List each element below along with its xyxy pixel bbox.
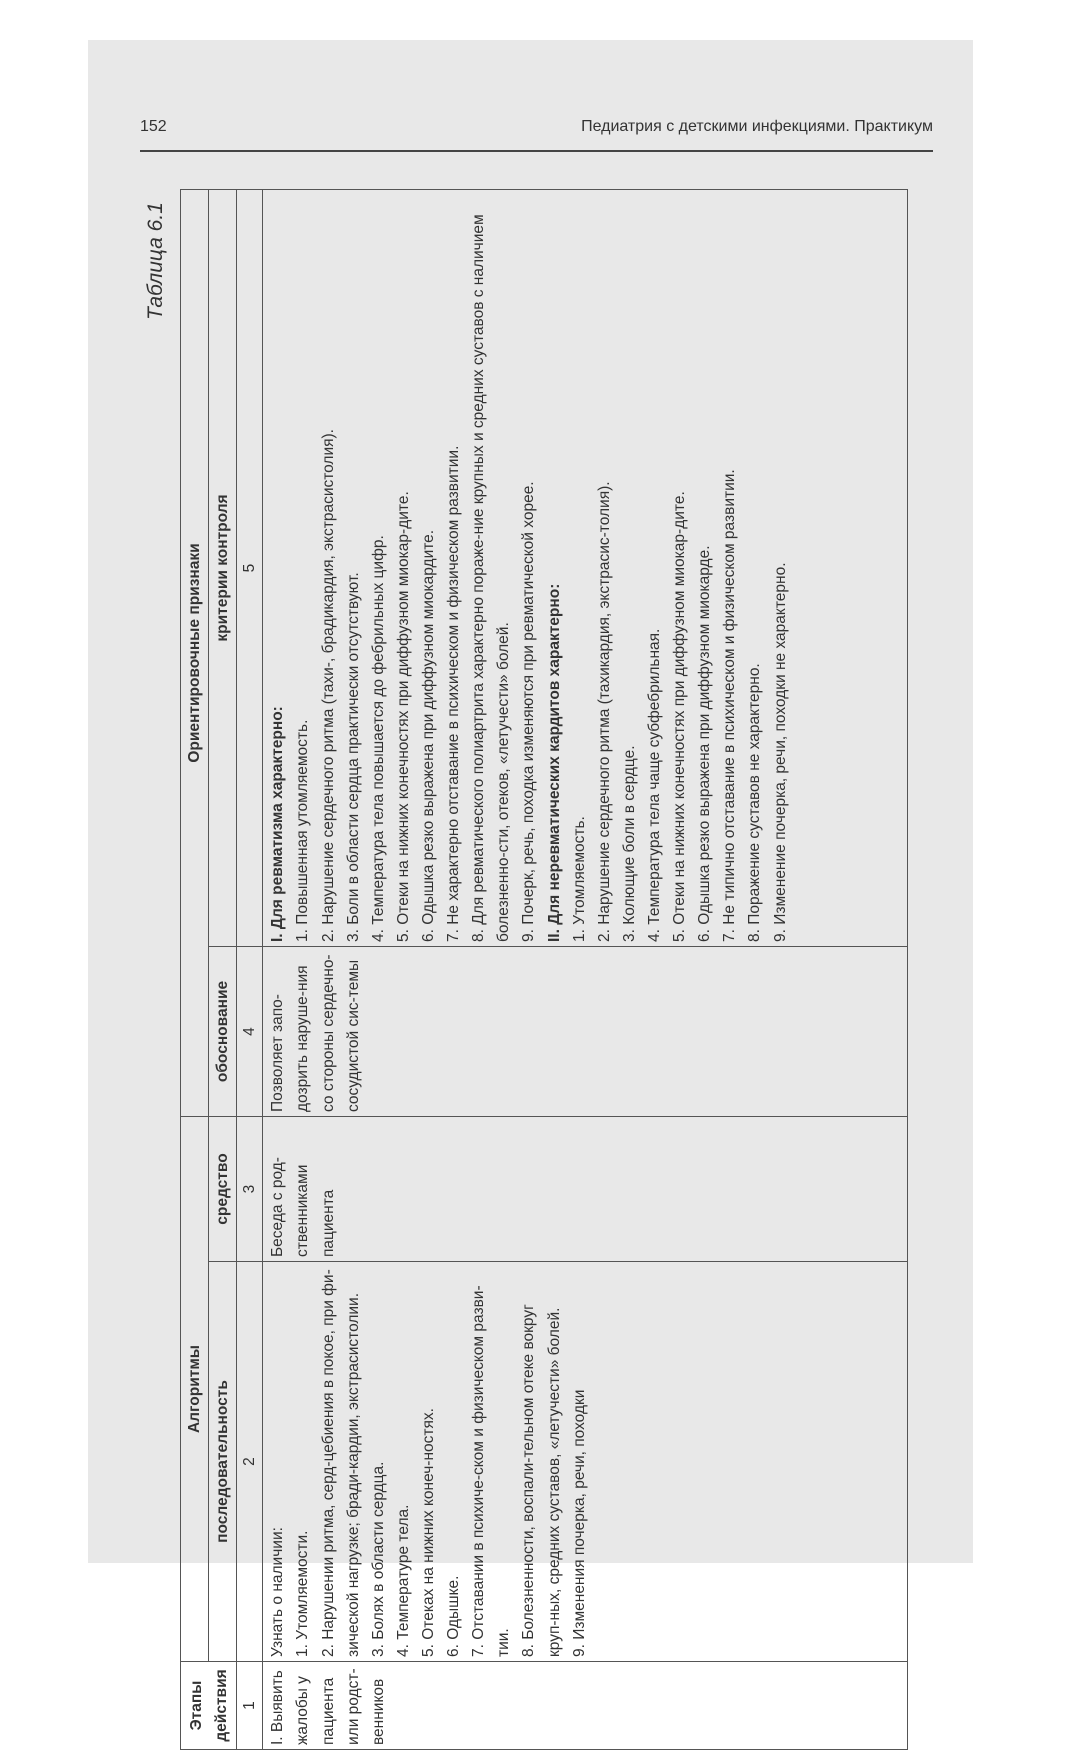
column-number: 4: [237, 947, 263, 1117]
table-row: [263, 189, 908, 1749]
page-number: 152: [140, 118, 167, 135]
column-number: 2: [237, 1262, 263, 1662]
header-criteria: критерии контроля: [209, 189, 237, 946]
list-item: 4. Температуре тела.: [394, 1504, 412, 1657]
list-item: 8. Для ревматического полиартрита характерно пораже-ние крупных и средних суставов с наличием болезненно-сти, отеков, «летучести» болей.: [470, 214, 513, 942]
header-means: средство: [209, 1117, 237, 1262]
rationale-cell: Позволяет запо-дозрить наруше-ния со стороны сердечно-сосудистой сис-темы: [263, 947, 908, 1117]
criteria-heading-nonrheumatic: II. Для неревматических кардитов характерно:: [545, 583, 563, 942]
table-caption: Таблица 6.1: [144, 202, 167, 320]
sequence-cell: [263, 1262, 908, 1662]
column-number: 5: [237, 189, 263, 946]
list-item: 1. Утомляемость.: [570, 816, 588, 942]
list-item: 4. Температура тела чаще субфебрильная.: [645, 628, 663, 942]
list-item: 2. Нарушение сердечного ритма (тахикардия, экстрасис-толия).: [595, 481, 613, 942]
list-item: 6. Одышке.: [445, 1575, 463, 1657]
header-rationale: обоснование: [209, 947, 237, 1117]
column-number: 1: [237, 1662, 263, 1750]
list-item: 3. Колющие боли в сердце.: [620, 745, 638, 942]
table-container: [180, 190, 908, 1750]
list-item: 2. Нарушении ритма, серд-цебиения в покое, при фи-зической нагрузке; бради-кардии, экстрасистолии.: [319, 1269, 362, 1657]
running-title: Педиатрия с детскими инфекциями. Практикум: [581, 118, 933, 135]
header-divider: [140, 150, 933, 152]
list-item: 4. Температура тела повышается до фебрильных цифр.: [369, 535, 387, 942]
list-item: 6. Одышка резко выражена при диффузном миокарде.: [696, 545, 714, 942]
list-item: 8. Поражение суставов не характерно.: [746, 663, 764, 942]
stage-cell: I. Выявить жалобы у пациента или родст-венников: [263, 1662, 908, 1750]
list-item: 1. Повышенная утомляемость.: [294, 719, 312, 942]
header-orienting-signs: Ориентировочные признаки: [181, 189, 209, 1116]
list-item: 7. Не характерно отставание в психическом и физическом развитии.: [445, 445, 463, 942]
criteria-heading-rheumatism: I. Для ревматизма характерно:: [269, 706, 287, 942]
list-item: 5. Отеках на нижних конеч-ностях.: [419, 1408, 437, 1657]
list-item: 2. Нарушение сердечного ритма (тахи-, брадикардия, экстрасистолия).: [319, 429, 337, 942]
column-number: 3: [237, 1117, 263, 1262]
list-item: 7. Отставании в психиче-ском и физическом разви-тии.: [470, 1285, 513, 1657]
list-item: 5. Отеки на нижних конечностях при диффузном миокар-дите.: [671, 491, 689, 942]
list-item: 9. Изменения почерка, речи, походки: [570, 1389, 588, 1657]
header-sequence: последовательность: [209, 1262, 237, 1662]
list-item: 8. Болезненности, воспали-тельном отеке вокруг круп-ных, средних суставов, «летучести» болей.: [520, 1304, 563, 1657]
algorithm-table: [180, 189, 908, 1750]
list-item: 9. Почерк, речь, походка изменяются при ревматической хорее.: [520, 481, 538, 942]
list-item: 9. Изменение почерка, речи, походки не характерно.: [771, 562, 789, 942]
list-item: Узнать о наличии:: [269, 1527, 287, 1657]
criteria-cell: [263, 189, 908, 946]
list-item: 3. Болях в области сердца.: [369, 1461, 387, 1657]
means-cell: Беседа с род-ственниками пациента: [263, 1117, 908, 1262]
list-item: 3. Боли в области сердца практически отсутствуют.: [344, 572, 362, 942]
header-algorithms: Алгоритмы: [181, 1117, 209, 1662]
list-item: 5. Отеки на нижних конечностях при диффузном миокар-дите.: [394, 491, 412, 942]
list-item: 6. Одышка резко выражена при диффузном миокардите.: [419, 529, 437, 942]
list-item: 1. Утомляемости.: [294, 1530, 312, 1657]
list-item: 7. Не типично отставание в психическом и физическом развитии.: [721, 469, 739, 942]
header-stages: Этапы действия: [181, 1662, 237, 1750]
